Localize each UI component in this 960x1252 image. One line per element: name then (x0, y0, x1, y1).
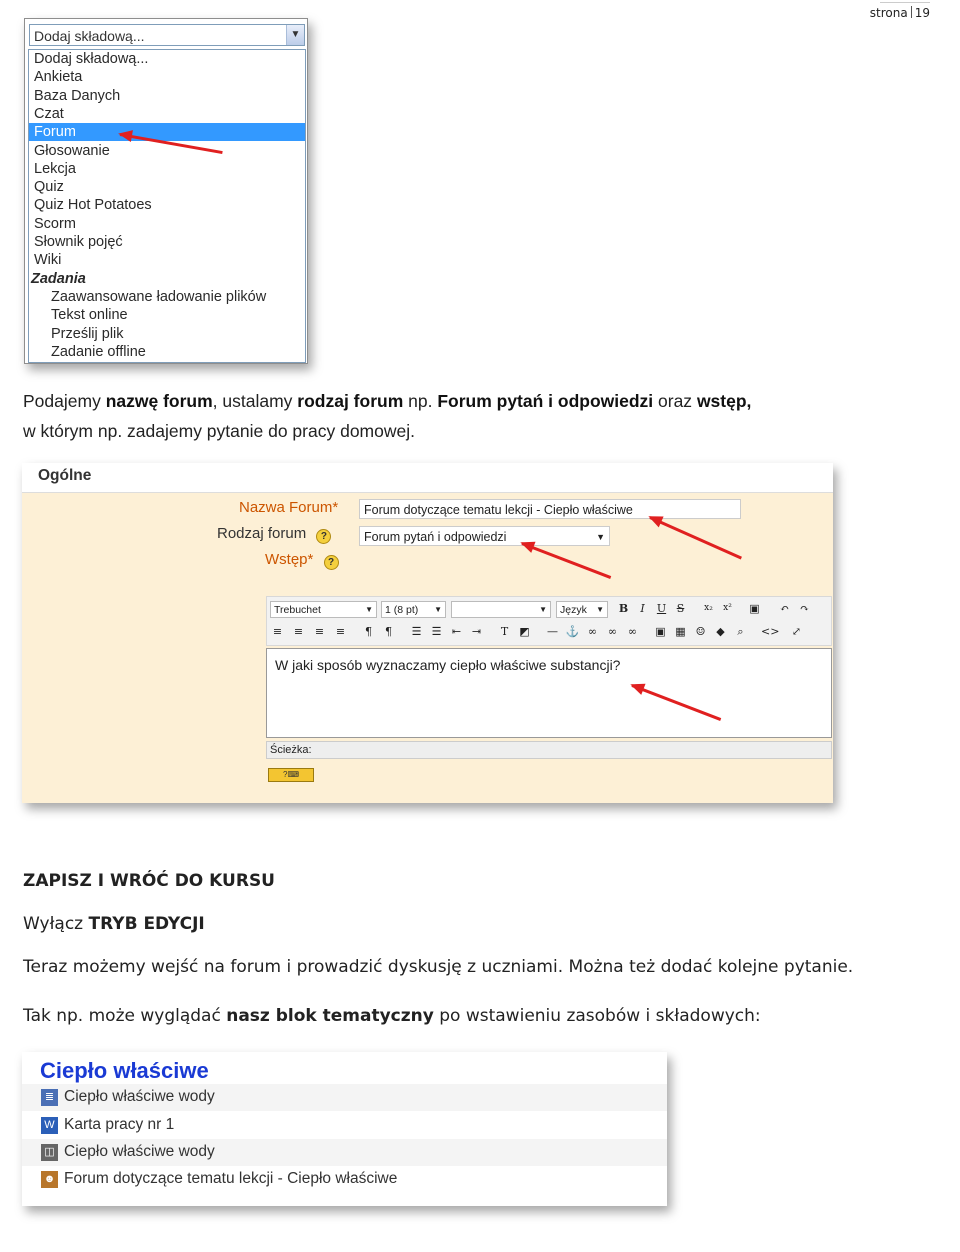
nolink-icon[interactable]: ∞ (627, 625, 638, 638)
html-source-icon[interactable]: <> (761, 625, 780, 638)
unordered-list-icon[interactable]: ☰ (431, 625, 442, 638)
font-select[interactable]: Trebuchet ▼ (270, 601, 377, 618)
intro-label-row (265, 551, 339, 570)
list-item[interactable] (22, 1166, 667, 1193)
dropdown-option[interactable]: Słownik pojęć (34, 234, 123, 250)
search-replace-icon[interactable]: ⌕ (737, 625, 744, 638)
table-icon[interactable]: ▦ (675, 625, 686, 638)
path-label: Ścieżka: (270, 744, 312, 756)
forum-type-select[interactable] (359, 526, 610, 546)
dropdown-option[interactable]: Dodaj składową... (34, 51, 149, 67)
editor-content-area[interactable] (266, 648, 832, 738)
html-editor (266, 596, 832, 779)
topic-block-screenshot (22, 1052, 667, 1206)
indent-icon[interactable]: ⇥ (471, 625, 482, 638)
special-char-icon[interactable]: ◆ (716, 625, 725, 638)
item-label: Karta pracy nr 1 (64, 1116, 175, 1133)
form-section-header (22, 463, 833, 493)
dropdown-option[interactable]: Forum (29, 123, 305, 141)
edit-mode-instruction: Wyłącz TRYB EDYCJI (23, 914, 205, 934)
clean-icon[interactable]: ▣ (749, 602, 760, 615)
help-icon[interactable]: ? (324, 555, 339, 570)
underline-icon[interactable]: U (656, 602, 667, 615)
select-value: Dodaj składową... (34, 28, 145, 44)
list-item[interactable] (22, 1139, 667, 1166)
italic-icon[interactable]: I (640, 602, 645, 615)
word-doc-icon: W (41, 1117, 58, 1134)
link-icon[interactable]: ∞ (587, 625, 598, 638)
forum-type-label-row (217, 525, 331, 544)
save-instruction: ZAPISZ I WRÓĆ DO KURSU (23, 871, 275, 891)
forum-type-value: Forum pytań i odpowiedzi (364, 530, 507, 544)
dropdown-option[interactable]: Czat (34, 105, 64, 122)
fullscreen-icon[interactable]: ⤢ (791, 625, 802, 638)
item-label: Forum dotyczące tematu lekcji - Ciepło właściwe (64, 1170, 398, 1187)
bold-icon[interactable]: B (618, 602, 629, 615)
component-dropdown-screenshot (24, 18, 308, 364)
page-number-value: 19 (914, 6, 930, 20)
page-icon: ≣ (41, 1089, 58, 1106)
editor-toolbar (266, 596, 832, 646)
forum-discussion-text: Teraz możemy wejść na forum i prowadzić dyskusję z uczniami. Można też dodać kolejne pytanie. (23, 957, 854, 977)
dropdown-option[interactable]: Quiz Hot Potatoes (34, 197, 152, 214)
header-rule (880, 2, 930, 3)
forum-name-input[interactable] (359, 499, 741, 519)
text-color-icon[interactable]: T (500, 625, 509, 638)
redo-icon[interactable]: ↷ (799, 602, 810, 615)
smiley-icon[interactable]: ☺ (695, 625, 706, 638)
language-select[interactable]: Język ▼ (556, 601, 608, 618)
ordered-list-icon[interactable]: ☰ (411, 625, 422, 638)
dropdown-option[interactable]: Tekst online (51, 307, 128, 324)
keyboard-icon[interactable]: ?⌨ (268, 768, 314, 782)
page-number (870, 6, 930, 20)
anchor-icon[interactable]: ⚓ (565, 625, 580, 638)
dropdown-option[interactable]: Scorm (34, 215, 76, 232)
intro-line-2: w którym np. zadajemy pytanie do pracy domowej. (23, 421, 415, 441)
style-select[interactable]: ▼ (451, 601, 551, 618)
page-label: strona (869, 6, 908, 20)
dropdown-option[interactable]: Zaawansowane ładowanie plików (51, 288, 267, 305)
dropdown-option[interactable]: Zadanie offline (51, 343, 146, 360)
dropdown-option[interactable]: Quiz (34, 179, 64, 196)
ltr-icon[interactable]: ¶ (365, 625, 372, 638)
section-title: Ogólne (38, 467, 92, 484)
intro-paragraph (23, 386, 873, 446)
dropdown-option[interactable]: Ankieta (34, 69, 83, 86)
undo-icon[interactable]: ↶ (779, 602, 790, 615)
dropdown-option[interactable]: Baza Danych (34, 87, 121, 104)
intro-line-1: Podajemy nazwę forum, ustalamy rodzaj forum np. Forum pytań i odpowiedzi oraz wstęp, (23, 391, 752, 411)
outdent-icon[interactable]: ⇤ (451, 625, 462, 638)
superscript-icon[interactable]: x² (723, 603, 732, 613)
forum-name-value: Forum dotyczące tematu lekcji - Ciepło właściwe (364, 503, 633, 517)
align-left-icon[interactable]: ≡ (272, 625, 283, 638)
strikethrough-icon[interactable]: S (676, 602, 685, 615)
item-label: Ciepło właściwe wody (64, 1088, 215, 1105)
dropdown-list (28, 49, 306, 363)
align-center-icon[interactable]: ≡ (293, 625, 304, 638)
web-page-icon: ◫ (41, 1144, 58, 1161)
chevron-down-icon[interactable]: ▼ (286, 25, 304, 45)
rtl-icon[interactable]: ¶ (385, 625, 392, 638)
forum-icon: ☻ (41, 1171, 58, 1188)
chevron-down-icon: ▼ (596, 532, 605, 542)
bg-color-icon[interactable]: ◩ (519, 625, 530, 638)
subscript-icon[interactable]: x₂ (704, 603, 713, 613)
add-component-select[interactable] (29, 24, 305, 46)
forum-form-screenshot (22, 463, 833, 803)
align-right-icon[interactable]: ≡ (314, 625, 325, 638)
block-title: Ciepło właściwe (40, 1058, 209, 1083)
example-text: Tak np. może wyglądać nasz blok tematyczny po wstawieniu zasobów i składowych: (23, 1006, 761, 1026)
dropdown-option[interactable]: Głosowanie (34, 142, 110, 159)
justify-icon[interactable]: ≡ (335, 625, 346, 638)
dropdown-option[interactable]: Prześlij plik (51, 325, 124, 342)
help-icon[interactable]: ? (316, 529, 331, 544)
unlink-icon[interactable]: ∞ (607, 625, 618, 638)
image-icon[interactable]: ▣ (655, 625, 666, 638)
list-item[interactable] (22, 1112, 667, 1139)
editor-path-bar (266, 741, 832, 759)
item-label: Ciepło właściwe wody (64, 1143, 215, 1160)
dropdown-option[interactable]: Lekcja (34, 160, 76, 177)
list-item[interactable] (22, 1084, 667, 1111)
horizontal-rule-icon[interactable]: — (547, 625, 558, 638)
dropdown-option[interactable]: Wiki (34, 252, 62, 269)
forum-name-label: Nazwa Forum* (239, 499, 339, 516)
editor-content-text: W jaki sposób wyznaczamy ciepło właściwe substancji? (275, 657, 621, 673)
dropdown-group-label: Zadania (31, 270, 86, 287)
forum-type-label: Rodzaj forum (217, 525, 307, 542)
size-select[interactable]: 1 (8 pt) ▼ (381, 601, 446, 618)
intro-label: Wstęp* (265, 551, 314, 568)
